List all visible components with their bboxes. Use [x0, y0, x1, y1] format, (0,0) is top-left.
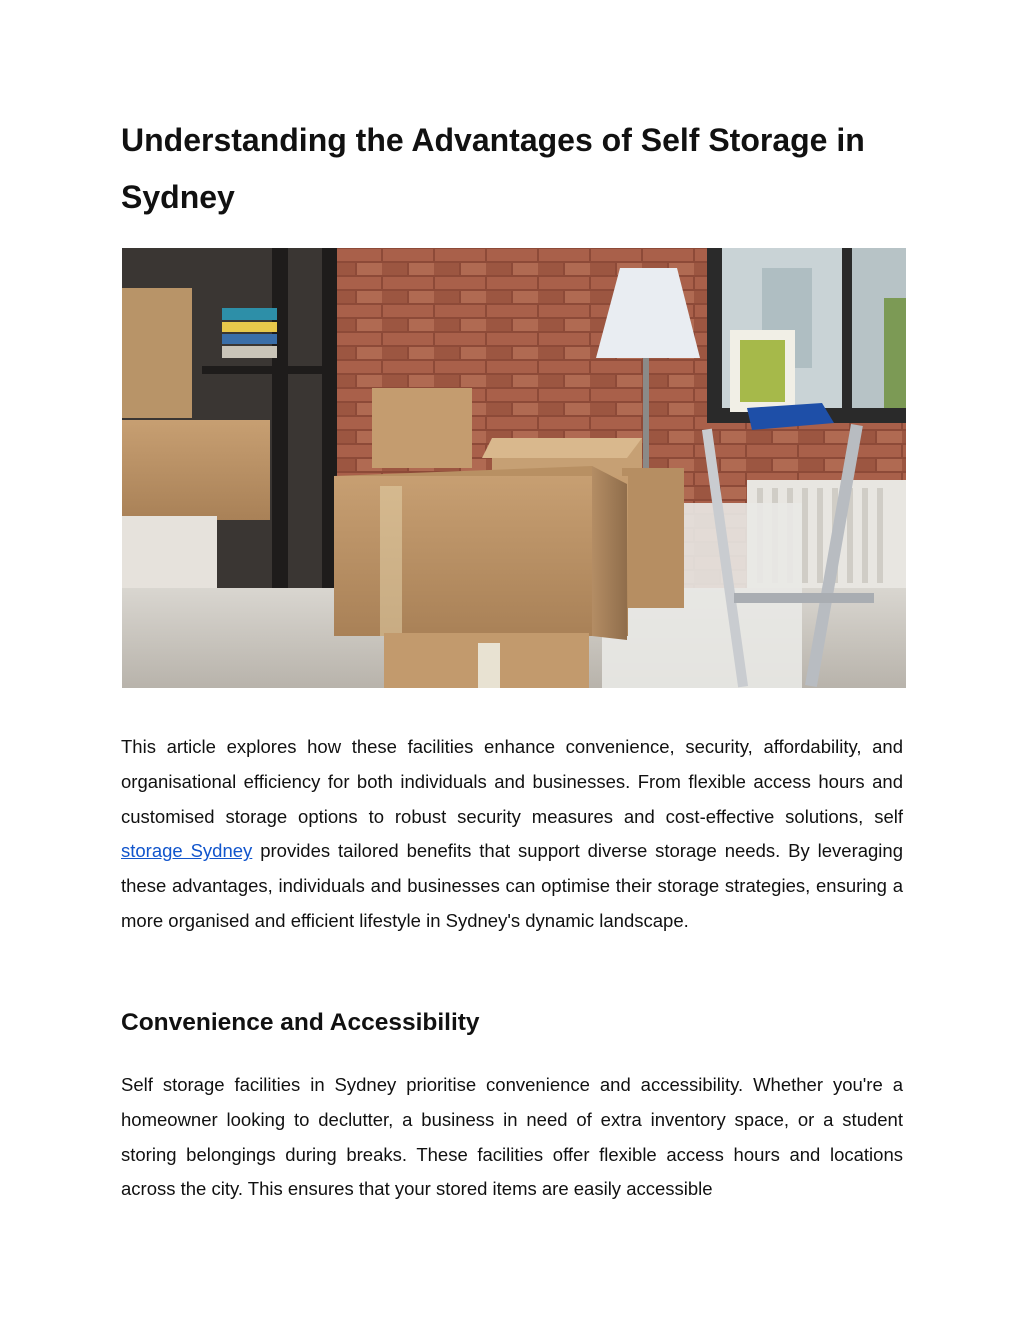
intro-paragraph: [121, 730, 903, 939]
intro-text-end: provides tailored benefits that support diverse storage needs. By leveraging these advantages, individuals and businesses can optimise their storage strategies, ensuring a more organised and efficient lifestyle in Sydney's dynamic landscape.: [121, 840, 903, 931]
section-heading: Convenience and Accessibility: [121, 1009, 480, 1036]
intro-text-start: This article explores how these facilities enhance convenience, security, affordability, and organisational efficiency for both individuals and businesses. From flexible access hours and customised storage options to robust security measures and cost-effective solutions, self: [121, 736, 903, 827]
storage-sydney-link[interactable]: storage Sydney: [121, 840, 253, 862]
page-title: Understanding the Advantages of Self Storage in Sydney: [121, 122, 865, 215]
hero-illustration: [122, 248, 906, 688]
section-paragraph: Self storage facilities in Sydney prioritise convenience and accessibility. Whether you're a homeowner looking to declutter, a business in need of extra inventory space, or a student storing belongings during breaks. These facilities offer flexible access hours and locations across the city. This ensures that your stored items are easily accessible: [121, 1074, 903, 1200]
hero-image: [122, 248, 906, 688]
